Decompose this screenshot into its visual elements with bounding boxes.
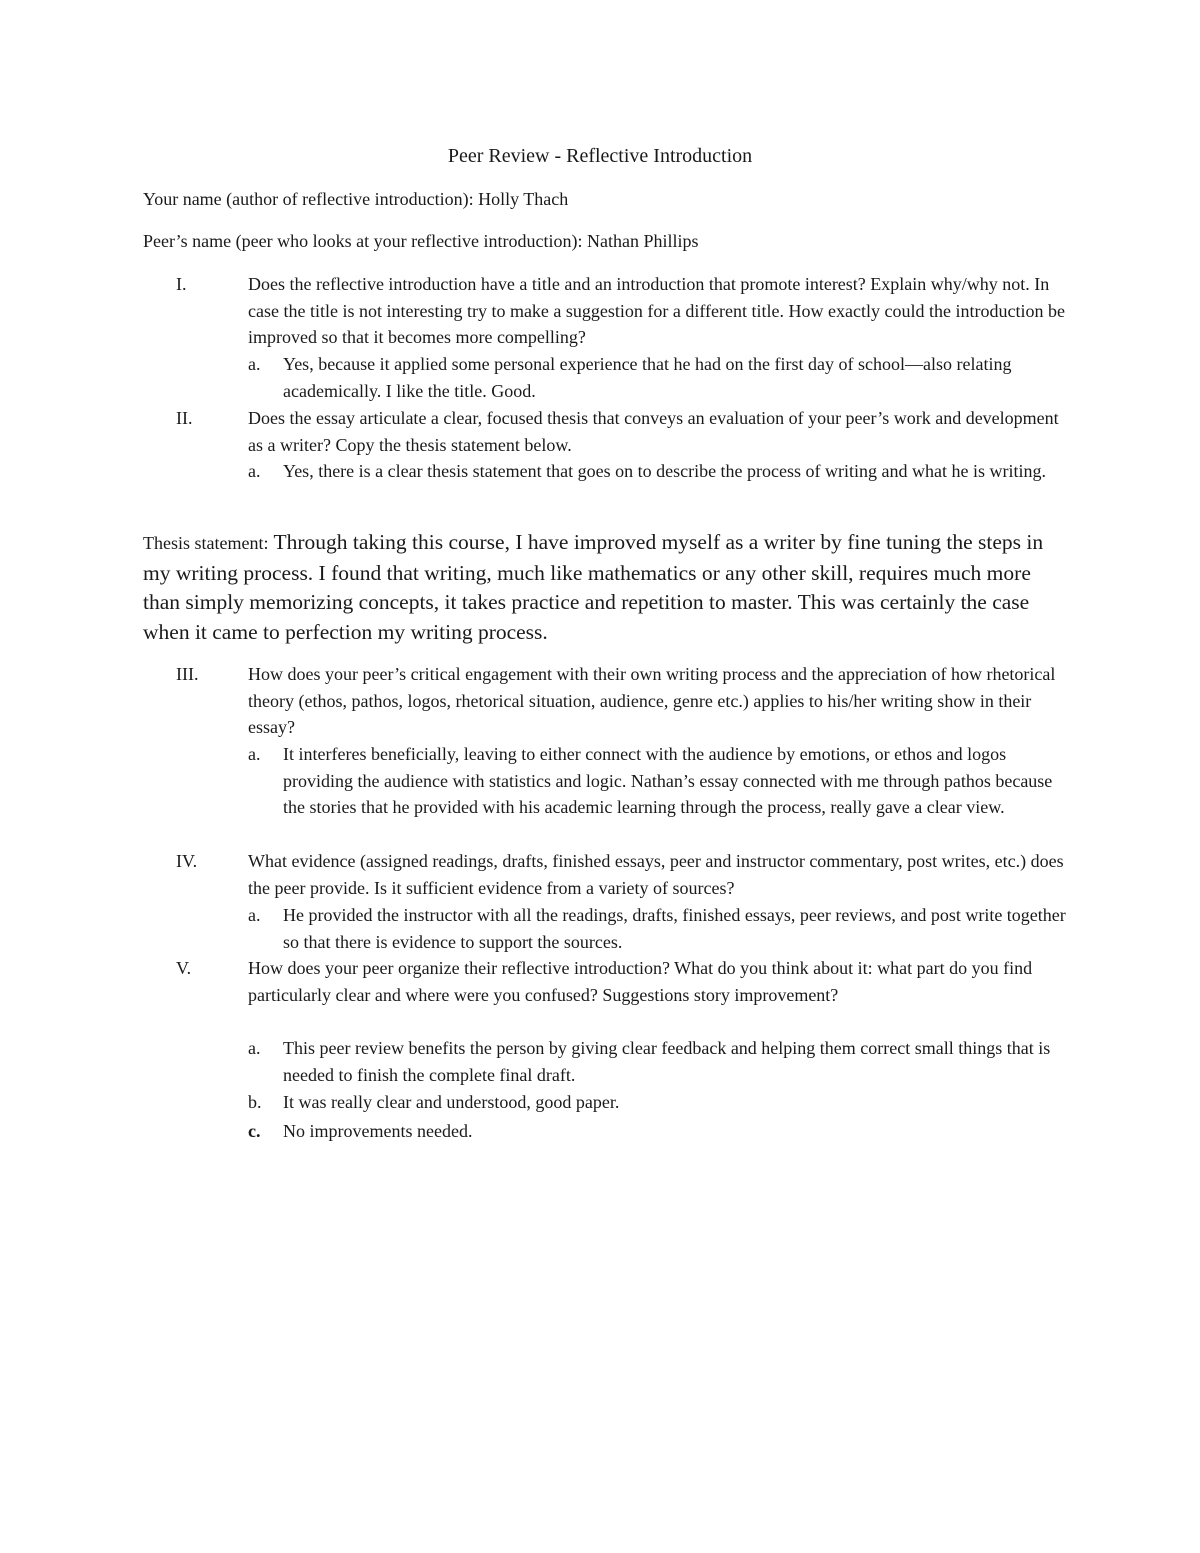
answer-letter: a. [248,461,261,481]
answer-letter: a. [248,744,261,764]
author-name-line: Your name (author of reflective introduction): Holly Thach [143,189,569,209]
answer-text: It was really clear and understood, good paper. [283,1092,620,1112]
answer-text: Yes, there is a clear thesis statement that goes on to describe the process of writing and what he is writing. [283,461,1046,481]
answer-letter: a. [248,354,261,374]
answer-letter: a. [248,905,261,925]
answer-text: This peer review benefits the person by giving clear feedback and helping them correct small things that is needed to finish the complete final draft. [283,1038,1051,1085]
question-text: How does your peer organize their reflective introduction? What do you think about it: what part do you find particularly clear and where were you confused? Suggestions story improvement? [248,958,1033,1005]
thesis-label: Thesis statement: [143,533,269,553]
peer-name-line: Peer’s name (peer who looks at your reflective introduction): Nathan Phillips [143,231,699,251]
question-text: Does the essay articulate a clear, focused thesis that conveys an evaluation of your peer’s work and development as a writer? Copy the thesis statement below. [248,408,1059,455]
thesis-statement [143,528,1063,647]
question-number: III. [176,664,199,684]
question-number: V. [176,958,192,978]
document-title: Peer Review - Reflective Introduction [447,145,753,167]
question-text: How does your peer’s critical engagement with their own writing process and the appreciation of how rhetorical theory (ethos, pathos, logos, rhetorical situation, audience, genre etc.) applies to his/her writing show in their essay? [248,664,1056,737]
answer-text: No improvements needed. [283,1121,473,1141]
question-number: II. [176,408,193,428]
question-text: Does the reflective introduction have a title and an introduction that promote interest? Explain why/why not. In case the title is not interesting try to make a suggestion for a different title. How exactly could the introduction be improved so that it becomes more compelling? [248,274,1065,347]
question-number: I. [176,274,187,294]
thesis-text: Through taking this course, I have improved myself as a writer by fine tuning the steps in my writing process. I found that writing, much like mathematics or any other skill, requires much more than simply memorizing concepts, it takes practice and repetition to master. This was certainly the case when it came to perfection my writing process. [143,530,1044,644]
answer-text: He provided the instructor with all the readings, drafts, finished essays, peer reviews, and post write together so that there is evidence to support the sources. [283,905,1066,952]
answer-letter: a. [248,1038,261,1058]
answer-letter: c. [248,1121,261,1141]
answer-text: It interferes beneficially, leaving to either connect with the audience by emotions, or ethos and logos providing the audience with statistics and logic. Nathan’s essay connected with me through pathos because the stories that he provided with his academic learning through the process, really gave a clear view. [283,744,1053,817]
answer-letter: b. [248,1092,262,1112]
answer-text: Yes, because it applied some personal experience that he had on the first day of school—also relating academically. I like the title. Good. [283,354,1012,401]
question-text: What evidence (assigned readings, drafts, finished essays, peer and instructor commentary, post writes, etc.) does the peer provide. Is it sufficient evidence from a variety of sources? [248,851,1064,898]
question-number: IV. [176,851,198,871]
